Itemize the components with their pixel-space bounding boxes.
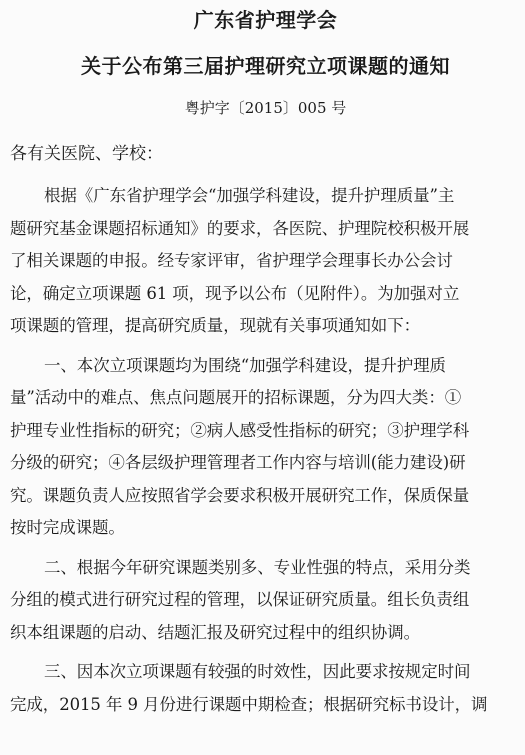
text-line: 分级的研究；④各层级护理管理者工作内容与培训(能力建设)研 xyxy=(10,453,466,472)
text-line: 按时完成课题。 xyxy=(10,518,125,537)
text-line: 完成，2015 年 9 月份进行课题中期检查；根据研究标书设计，调 xyxy=(10,694,488,714)
text-line: 根据《广东省护理学会“加强学科建设，提升护理质量”主 xyxy=(44,186,455,205)
text-line: 项课题的管理，提高研究质量，现就有关事项通知如下： xyxy=(10,316,421,335)
text-line: 织本组课题的启动、结题汇报及研究过程中的组织协调。 xyxy=(10,622,421,642)
text-line: 了相关课题的申报。经专家评审，省护理学会理事长办公会讨 xyxy=(10,251,453,270)
text-line: 究。课题负责人应按照省学会要求积极开展研究工作，保质保量 xyxy=(10,485,470,505)
text-line: 二、根据今年研究课题类别多、专业性强的特点，采用分类 xyxy=(44,557,471,577)
paragraph-item-1 xyxy=(10,350,521,545)
text-line: 一、本次立项课题均为围绕“加强学科建设，提升护理质 xyxy=(44,355,446,375)
text-line: 分组的模式进行研究过程的管理，以保证研究质量。组长负责组 xyxy=(10,590,470,609)
document-page xyxy=(0,6,525,755)
document-body xyxy=(10,180,521,721)
document-number: 粤护字〔2015〕005 号 xyxy=(184,99,347,117)
salutation: 各有关医院、学校： xyxy=(10,144,163,164)
org-title: 广东省护理学会 xyxy=(193,8,338,32)
text-line: 论，确定立项课题 61 项，现予以公布（见附件）。为加强对立 xyxy=(10,283,460,303)
document-title: 关于公布第三届护理研究立项课题的通知 xyxy=(81,54,450,78)
text-line: 护理专业性指标的研究；②病人感受性指标的研究；③护理学科 xyxy=(10,420,470,440)
text-line: 题研究基金课题招标通知》的要求，各医院、护理院校积极开展 xyxy=(10,218,470,238)
paragraph-intro xyxy=(10,180,521,343)
paragraph-item-3 xyxy=(10,656,521,721)
text-line: 量”活动中的难点、焦点问题展开的招标课题，分为四大类：① xyxy=(10,388,462,407)
paragraph-item-2 xyxy=(10,552,521,650)
text-line: 三、因本次立项课题有较强的时效性，因此要求按规定时间 xyxy=(44,662,471,681)
